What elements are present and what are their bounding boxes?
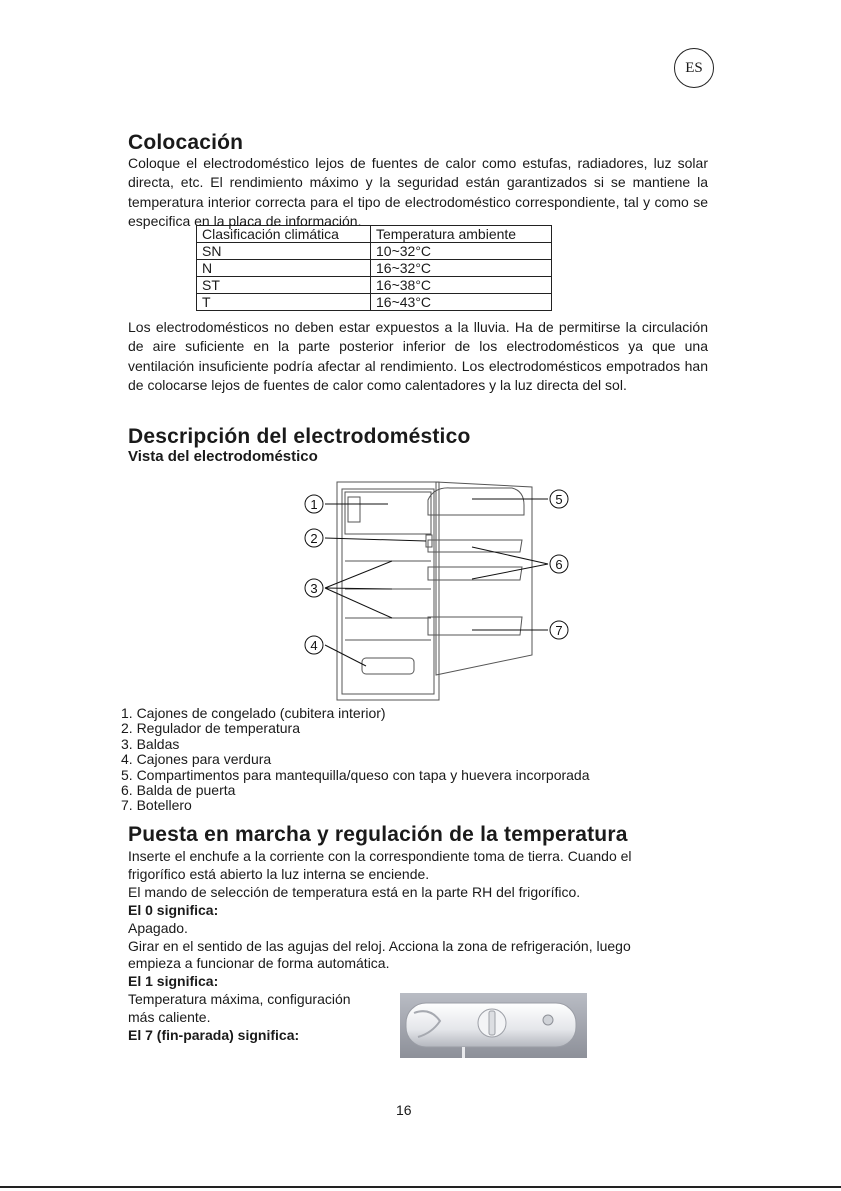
leader-line bbox=[325, 588, 392, 589]
setting-0-label: El 0 significa: bbox=[128, 902, 219, 918]
table-row bbox=[197, 277, 552, 294]
section-title-descripcion: Descripción del electrodoméstico bbox=[128, 425, 471, 448]
leader-line bbox=[472, 547, 548, 564]
legend-item: 1. Cajones de congelado (cubitera interior) bbox=[121, 705, 386, 721]
temperature-regulator bbox=[426, 535, 432, 547]
table-row bbox=[197, 294, 552, 311]
bottom-rule bbox=[0, 1186, 841, 1188]
page-number: 16 bbox=[396, 1102, 412, 1118]
table-row bbox=[197, 260, 552, 277]
door-shelf bbox=[428, 540, 522, 552]
callout-number: 5 bbox=[555, 492, 563, 507]
appliance-view-subtitle: Vista del electrodoméstico bbox=[128, 448, 318, 465]
section-title-colocacion: Colocación bbox=[128, 131, 244, 154]
bottle-rack bbox=[428, 617, 522, 635]
callout-number: 4 bbox=[310, 638, 318, 653]
fridge-door bbox=[436, 482, 532, 675]
language-badge: ES bbox=[674, 48, 714, 88]
table-cell: 16~43°C bbox=[371, 294, 552, 311]
body-line: Inserte el enchufe a la corriente con la correspondiente toma de tierra. Cuando el bbox=[128, 848, 632, 864]
body-line: El mando de selección de temperatura está en la parte RH del frigorífico. bbox=[128, 884, 581, 900]
light-bulb bbox=[543, 1015, 553, 1025]
table-header: Clasificación climática bbox=[197, 226, 371, 243]
callout-number: 2 bbox=[310, 531, 318, 546]
leader-line bbox=[325, 645, 366, 666]
callout-number: 1 bbox=[310, 497, 318, 512]
setting-1-label: El 1 significa: bbox=[128, 973, 219, 989]
table-header: Temperatura ambiente bbox=[371, 226, 552, 243]
legend-item: 4. Cajones para verdura bbox=[121, 751, 272, 768]
setting-0-text: Apagado. bbox=[128, 920, 188, 936]
table-cell: 16~38°C bbox=[371, 277, 552, 294]
table-cell: N bbox=[197, 260, 371, 277]
crisper-drawer bbox=[362, 658, 414, 674]
legend-item: 7. Botellero bbox=[121, 797, 192, 814]
legend-item: 6. Balda de puerta bbox=[121, 782, 236, 799]
fridge-diagram bbox=[300, 475, 580, 705]
placement-outro: Los electrodomésticos no deben estar expuestos a la lluvia. Ha de permitirse la circulación de aire suficiente en la parte posterior inferior de los electrodomésticos ya que una ventilación insuficiente podría afectar al rendimiento. Los electrodomésticos empotrados han de colocarse lejos de fuentes de calor como calentadores y la luz directa del sol. bbox=[128, 319, 708, 394]
knob-grip bbox=[489, 1011, 495, 1035]
leader-line bbox=[325, 561, 392, 588]
leader-line bbox=[472, 564, 548, 579]
table-cell: 16~32°C bbox=[371, 260, 552, 277]
placement-intro: Coloque el electrodoméstico lejos de fuentes de calor como estufas, radiadores, luz solar directa, etc. El rendimiento máximo y la seguridad están garantizados si se mantiene la temperatura interior correcta para el tipo de electrodoméstico correspondiente, tal y como se especifica en la placa de información. bbox=[128, 155, 708, 230]
setting-1-text: Temperatura máxima, configuración bbox=[128, 991, 351, 1007]
climate-class-table bbox=[196, 225, 552, 311]
legend-item: 2. Regulador de temperatura bbox=[121, 720, 300, 737]
table-row bbox=[197, 243, 552, 260]
callout-number: 7 bbox=[555, 623, 563, 638]
body-line: frigorífico está abierto la luz interna se enciende. bbox=[128, 866, 430, 882]
body-line: Girar en el sentido de las agujas del reloj. Acciona la zona de refrigeración, luego bbox=[128, 938, 631, 954]
freezer-drawer bbox=[348, 497, 360, 522]
table-cell: 10~32°C bbox=[371, 243, 552, 260]
setting-7-label: El 7 (fin-parada) significa: bbox=[128, 1027, 300, 1043]
section-title-puesta-en-marcha: Puesta en marcha y regulación de la temperatura bbox=[128, 823, 628, 846]
callout-number: 3 bbox=[310, 581, 318, 596]
callout-number: 6 bbox=[555, 557, 563, 572]
leader-line bbox=[325, 588, 392, 618]
table-cell: T bbox=[197, 294, 371, 311]
part-legend bbox=[121, 706, 590, 814]
body-line: empieza a funcionar de forma automática. bbox=[128, 955, 390, 971]
fridge-inner bbox=[342, 489, 434, 694]
legend-item: 3. Baldas bbox=[121, 735, 180, 752]
legend-item: 5. Compartimentos para mantequilla/queso con tapa y huevera incorporada bbox=[121, 766, 590, 783]
thermostat-photo bbox=[400, 993, 587, 1058]
setting-1-text: más caliente. bbox=[128, 1009, 211, 1025]
table-cell: SN bbox=[197, 243, 371, 260]
cable bbox=[462, 1047, 465, 1058]
table-cell: ST bbox=[197, 277, 371, 294]
leader-line bbox=[325, 538, 426, 541]
butter-compartment bbox=[428, 488, 524, 515]
freezer-compartment bbox=[345, 492, 431, 534]
table-header-row bbox=[197, 226, 552, 243]
fridge-body bbox=[337, 482, 439, 700]
